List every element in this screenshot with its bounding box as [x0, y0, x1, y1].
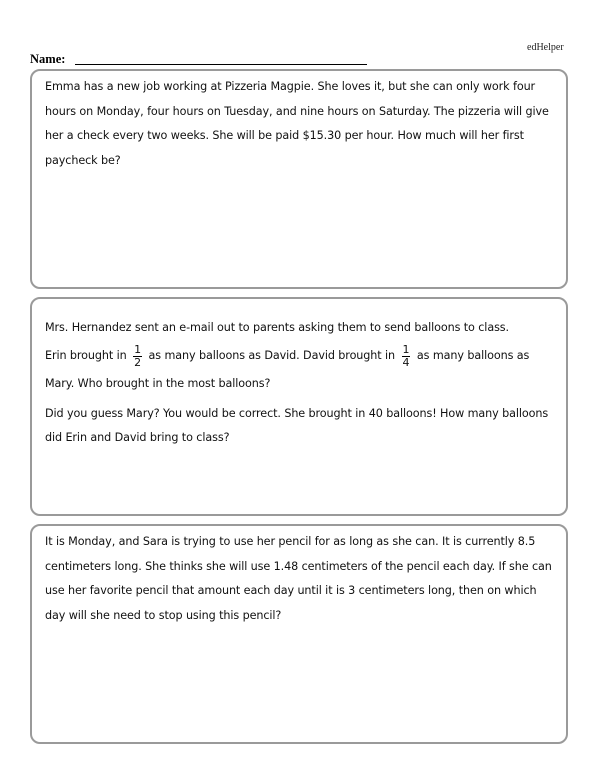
- fraction-one-half: [133, 344, 142, 369]
- problem-3-text: It is Monday, and Sara is trying to use her pencil for as long as she can. It is currently 8.5 centimeters long. She thinks she will use 1.48 centimeters of the pencil each day. If she can use her favorite pencil that amount each day until it is 3 centimeters long, then on which day will she need to stop using this pencil?: [45, 535, 552, 622]
- fraction-denominator: 4: [402, 355, 410, 369]
- fraction-numerator: 1: [402, 342, 410, 356]
- problem-box-1: [30, 69, 568, 289]
- problem-box-2: [30, 297, 568, 516]
- name-label: Name:: [30, 52, 66, 66]
- problem-2-line-2b: as many balloons as David. David brought in: [148, 349, 396, 362]
- problem-2-line-2c: as many balloons as: [416, 349, 530, 362]
- problem-2-line-3: Mary. Who brought in the most balloons?: [45, 377, 271, 390]
- fraction-denominator: 2: [134, 355, 142, 369]
- brand-label: edHelper: [527, 42, 564, 53]
- name-input-line[interactable]: [75, 64, 367, 65]
- problem-2-line-2: [45, 340, 556, 372]
- problem-2-line-4: Did you guess Mary? You would be correct. She brought in 40 balloons! How many balloons did Erin and David bring to class?: [45, 407, 549, 444]
- problem-2-line-2a: Erin brought in: [45, 349, 127, 362]
- problem-1-text: Emma has a new job working at Pizzeria Magpie. She loves it, but she can only work four hours on Monday, four hours on Tuesday, and nine hours on Saturday. The pizzeria will give her a check every two weeks. She will be paid $15.30 per hour. How much will her first paycheck be?: [45, 80, 549, 167]
- problem-box-3: [30, 524, 568, 744]
- problem-2-text: [32, 299, 566, 450]
- problem-2-line-1: Mrs. Hernandez sent an e-mail out to parents asking them to send balloons to class.: [45, 321, 509, 334]
- fraction-numerator: 1: [134, 342, 142, 356]
- fraction-one-quarter: [402, 344, 411, 369]
